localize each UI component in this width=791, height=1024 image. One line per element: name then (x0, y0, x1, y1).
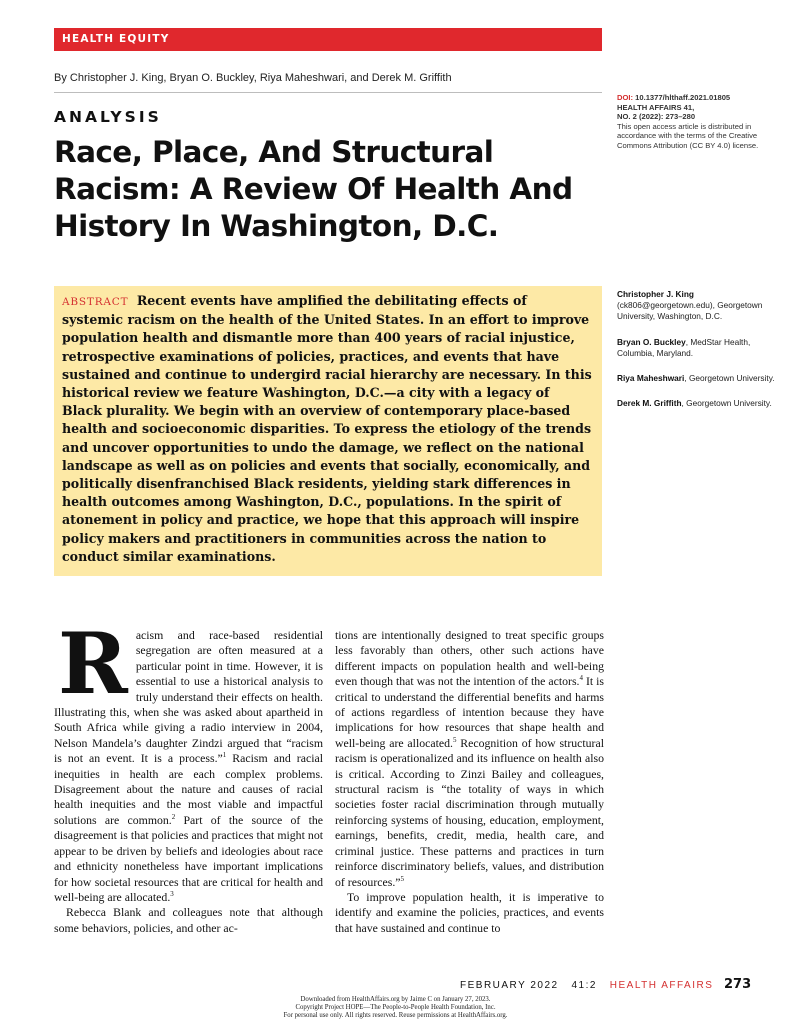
reference-mark[interactable]: 5 (400, 874, 405, 883)
body-text: Racism and racial inequities in health are each complex problems. Disagreement about the nature and causes of racial health inequities and the most viable and impactful solutions are common. (54, 751, 323, 827)
author-affiliation (617, 289, 777, 323)
running-footer (460, 980, 713, 991)
body-text: It is critical to understand the differential benefits and harms of actions regardless of intention because they have implications for how resources that shape health and well-being are allocated. (335, 674, 604, 750)
divider (54, 92, 602, 93)
body-paragraph: Rebecca Blank and colleagues note that although some behaviors, policies, and other ac- (54, 905, 323, 935)
article-title: Race, Place, And Structural Racism: A Review Of Health And History In Washington, D.C. (54, 135, 573, 243)
abstract (62, 292, 592, 566)
reuse-line: For personal use only. All rights reserved. Reuse permissions at HealthAffairs.org. (283, 1012, 508, 1020)
reference-mark[interactable]: 3 (170, 889, 174, 898)
journal-name: HEALTH AFFAIRS (609, 980, 714, 991)
body-text: tions are intentionally designed to treat specific groups less favorably than others, other such actions have different impacts on population health and well-being even though that was not the intention of the actors. (335, 628, 604, 689)
doi-link[interactable]: 10.1377/hlthaff.2021.01805 (635, 93, 731, 102)
issue-date: FEBRUARY 2022 (460, 980, 559, 991)
reference-mark[interactable]: 5 (452, 735, 457, 744)
download-line: Downloaded from HealthAffairs.org by Jaime C on January 27, 2023. (300, 996, 491, 1003)
article-type: ANALYSIS (54, 108, 162, 126)
author-details: , Georgetown University. (681, 398, 772, 409)
abstract-label: ABSTRACT (62, 296, 129, 308)
reference-mark[interactable]: 4 (579, 674, 583, 683)
author-affiliations (617, 289, 777, 423)
journal-issue: NO. 2 (2022): 273–280 (617, 112, 696, 122)
journal-volume: HEALTH AFFAIRS 41, (617, 102, 695, 112)
author-details: , Georgetown University. (684, 373, 775, 384)
body-text: Recognition of how structural racism is operationalized and its influence on health also is critical. According to Zinzi Bailey and colleagues, structural racism is “the totality of ways in which societies foster racial discrimination through mutually reinforcing systems of housing, education, employment, earnings, benefits, credit, media, health care, and criminal justice. These patterns and practices in turn reinforce discriminatory beliefs, values, and distribution of resources.” (335, 735, 604, 889)
section-banner (54, 28, 602, 51)
issue-volume: 41:2 (571, 980, 597, 991)
license-note: This open access article is distributed in accordance with the terms of the Creative Commons Attribution (CC BY 4.0) license. (617, 121, 759, 150)
author-affiliation (617, 373, 777, 384)
author-name: Riya Maheshwari (617, 373, 685, 384)
abstract-text: Recent events have amplified the debilitating effects of systemic racism on the health of the United States. In an effort to improve population health and dismantle more than 400 years of racial injustice, retrospective examinations of policies, practices, and events that have sustained and continue to undergird racial hierarchy are necessary. In this historical review we feature Washington, D.C.—a city with a legacy of Black plurality. We begin with an overview of contemporary place-based health and socioeconomic disparities. To express the etiology of the trends and uncover opportunities to undo the damage, we reflect on the national landscape as well as on policies and events that socially, economically, and politically disenfranchised Black residents, yielding stark differences in health outcomes among Washington, D.C., populations. In the spirit of atonement in policy and practice, we hope that this approach will inspire policy makers and practitioners in communities across the nation to conduct similar examinations. (62, 293, 592, 564)
body-paragraph (335, 628, 604, 890)
body-paragraph: To improve population health, it is imperative to identify and examine the policies, practices, and events that have sustained and continue to (335, 889, 604, 935)
abstract-box (54, 286, 602, 576)
author-name: Bryan O. Buckley (617, 336, 686, 347)
download-notice (0, 996, 791, 1021)
section-label: HEALTH EQUITY (62, 33, 170, 45)
doi-label: DOI: (617, 93, 634, 102)
body-column-left (54, 614, 324, 936)
author-details: (ck806@georgetown.edu), Georgetown University, Washington, D.C. (617, 300, 763, 322)
copyright-line: Copyright Project HOPE—The People-to-People Health Foundation, Inc. (295, 1004, 496, 1012)
author-name: Derek M. Griffith (617, 398, 682, 409)
author-affiliation (617, 337, 777, 359)
body-text: acism and race-based residential segregation are often measured at a particular point in time. However, it is essential to use a historical analysis to truly understand their effects on health. Illustrating this, when she was asked about apartheid in South Africa while giving a radio interview in 2004, Nelson Mandela’s daughter Zindzi argued that “racism is not an event. It is a process.” (54, 628, 323, 766)
page-number: 273 (724, 977, 752, 992)
author-details: , MedStar Health, Columbia, Maryland. (617, 336, 751, 358)
body-paragraph (54, 614, 324, 905)
byline: By Christopher J. King, Bryan O. Buckley, Riya Maheshwari, and Derek M. Griffith (54, 72, 452, 84)
drop-cap: R (58, 614, 128, 713)
doi-block (617, 93, 777, 151)
body-text: Part of the source of the disagreement is that policies and practices that might not appear to be driven by beliefs and ideologies about race and ethnicity nonetheless have important implications for how societal resources that are critical for health and well-being are allocated. (54, 812, 324, 904)
author-name: Christopher J. King (617, 289, 694, 299)
body-column-right (335, 628, 604, 936)
reference-mark[interactable]: 2 (171, 812, 176, 821)
author-affiliation (617, 398, 777, 409)
reference-mark[interactable]: 1 (222, 751, 227, 760)
